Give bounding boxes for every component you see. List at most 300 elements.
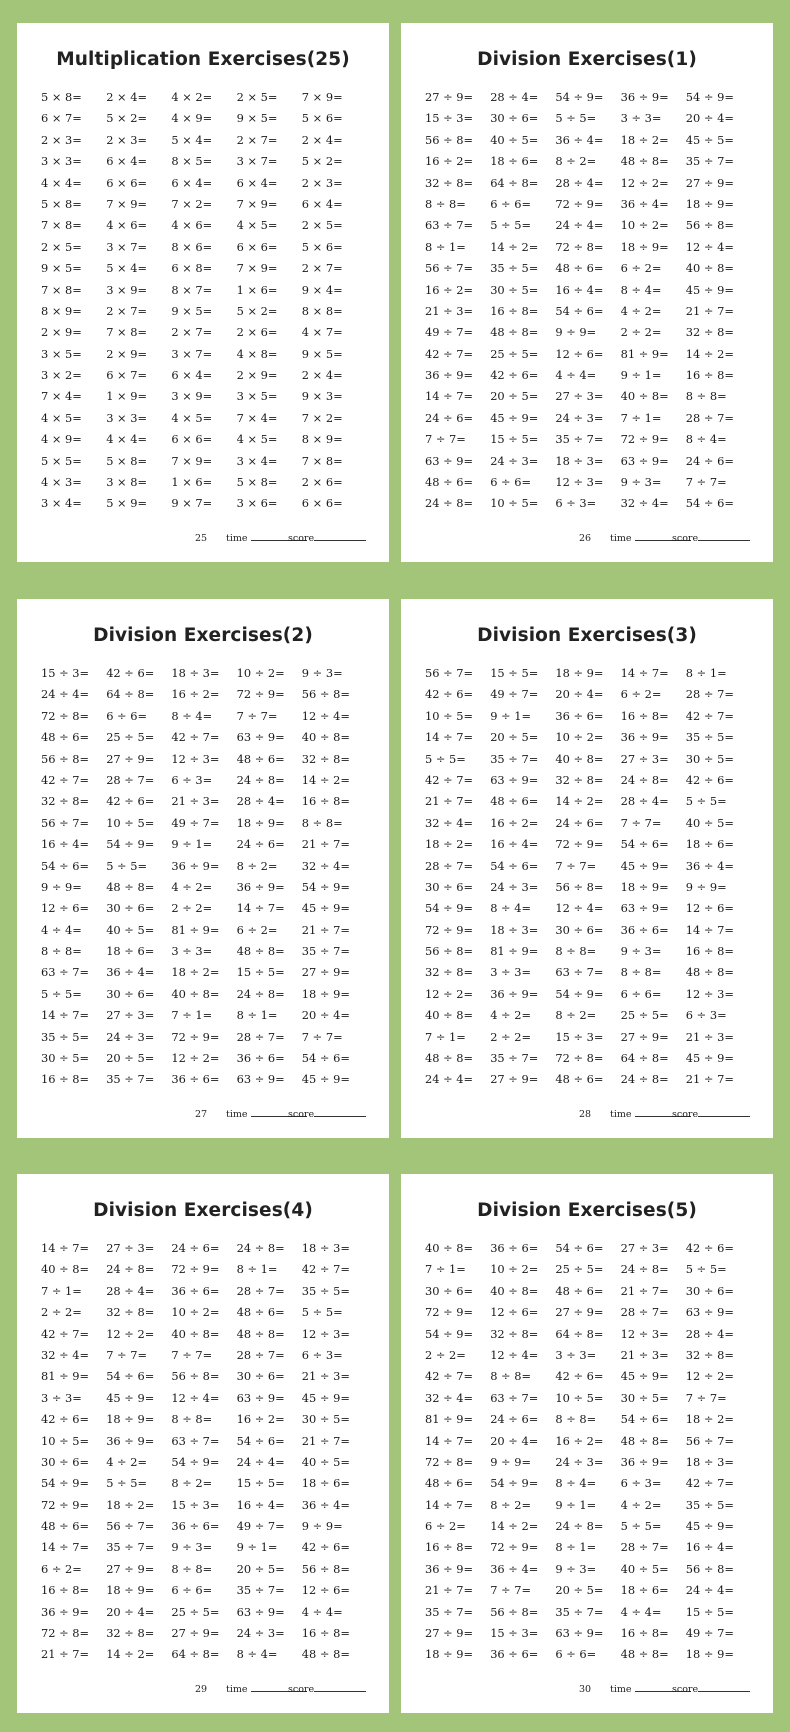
problem-item: 8 × 9= [301,432,343,447]
score-blank [698,1691,750,1692]
problem-item: 30 ÷ 6= [685,1283,734,1298]
problem-item: 2 × 7= [301,261,343,276]
problem-item: 18 ÷ 9= [236,815,285,830]
problem-item: 7 × 9= [301,90,343,104]
problem-item: 18 ÷ 3= [490,922,539,937]
problem-item: 40 ÷ 8= [490,1283,539,1298]
problem-item: 4 ÷ 4= [620,1604,662,1619]
problem-item: 3 ÷ 3= [171,944,213,959]
problem-item: 36 ÷ 6= [171,1072,220,1087]
problem-item: 30 ÷ 6= [555,922,604,937]
problem-item: 42 ÷ 6= [301,1540,350,1555]
problem-item: 18 ÷ 9= [555,666,604,680]
problem-item: 81 ÷ 9= [620,346,669,361]
problem-item: 20 ÷ 5= [490,389,539,404]
problem-item: 48 ÷ 6= [425,1476,474,1491]
problem-item: 4 × 9= [41,432,82,447]
problem-item: 8 × 9= [41,303,82,318]
problem-item: 21 ÷ 3= [425,303,474,318]
problem-item: 8 × 8= [301,303,343,318]
problem-item: 64 ÷ 8= [171,1647,220,1662]
problem-item: 10 ÷ 2= [620,218,669,233]
problem-item: 5 × 8= [236,475,278,490]
problem-item: 5 × 8= [41,196,82,211]
problem-item: 48 ÷ 8= [301,1647,350,1662]
problem-item: 8 ÷ 8= [425,196,466,211]
problem-item: 72 ÷ 8= [555,1051,604,1066]
problem-item: 36 ÷ 9= [236,879,285,894]
problem-item: 72 ÷ 9= [620,432,669,447]
problem-item: 18 ÷ 9= [685,1647,734,1662]
problem-item: 27 ÷ 3= [106,1008,155,1023]
problem-item: 16 ÷ 8= [41,1072,90,1087]
problem-item: 8 ÷ 8= [555,944,597,959]
problem-item: 6 × 4= [236,175,278,190]
problem-item: 63 ÷ 9= [620,453,669,468]
problem-item: 48 ÷ 8= [236,944,285,959]
problem-item: 12 ÷ 2= [425,986,474,1001]
problem-item: 2 × 7= [106,303,148,318]
problem-item: 6 ÷ 3= [685,1008,727,1023]
problem-item: 40 ÷ 8= [171,1326,220,1341]
score-field [672,1109,750,1120]
problem-item: 6 ÷ 2= [41,1561,82,1576]
problem-item: 2 × 4= [301,132,343,147]
problem-item: 12 ÷ 4= [301,708,350,723]
problem-grid [41,1238,367,1666]
problem-item: 18 ÷ 9= [620,879,669,894]
problem-item: 21 ÷ 3= [171,794,220,809]
problem-item: 49 ÷ 7= [685,1626,734,1641]
problem-item: 72 ÷ 9= [171,1029,220,1044]
problem-item: 7 ÷ 7= [555,858,597,873]
problem-item: 72 ÷ 9= [555,837,604,852]
problem-item: 56 ÷ 7= [685,1433,734,1448]
problem-item: 64 ÷ 8= [555,1326,604,1341]
problem-item: 45 ÷ 9= [685,282,734,297]
problem-item: 40 ÷ 8= [555,751,604,766]
problem-item: 54 ÷ 6= [301,1051,350,1066]
problem-item: 6 ÷ 2= [236,922,278,937]
problem-item: 48 ÷ 8= [490,325,539,340]
problem-item: 15 ÷ 3= [41,666,90,680]
problem-item: 36 ÷ 9= [620,90,669,104]
problem-item: 4 ÷ 2= [620,1497,662,1512]
problem-item: 40 ÷ 5= [620,1561,669,1576]
problem-item: 40 ÷ 8= [685,261,734,276]
problem-item: 6 ÷ 6= [490,196,532,211]
problem-item: 9 ÷ 3= [620,475,662,490]
problem-item: 6 × 4= [171,175,213,190]
problem-item: 7 × 9= [106,196,148,211]
problem-item: 7 × 8= [41,218,82,233]
problem-item: 24 ÷ 8= [620,772,669,787]
problem-item: 48 ÷ 8= [106,879,155,894]
problem-item: 24 ÷ 4= [41,687,90,702]
problem-item: 32 ÷ 8= [685,1347,734,1362]
problem-item: 6 ÷ 3= [301,1347,343,1362]
problem-item: 6 ÷ 2= [425,1519,466,1534]
page-title: Multiplication Exercises(25) [56,49,350,70]
score-field [288,1684,366,1695]
problem-item: 48 ÷ 8= [425,1051,474,1066]
problem-item: 6 × 6= [171,432,213,447]
problem-item: 48 ÷ 6= [236,751,285,766]
problem-item: 48 ÷ 6= [555,1283,604,1298]
problem-item: 48 ÷ 8= [685,965,734,980]
score-field [672,1684,750,1695]
problem-item: 30 ÷ 5= [41,1051,90,1066]
problem-item: 6 × 4= [301,196,343,211]
problem-item: 9 ÷ 3= [301,666,343,680]
problem-item: 42 ÷ 6= [490,368,539,383]
problem-item: 9 × 7= [171,496,213,511]
problem-item: 28 ÷ 4= [620,794,669,809]
problem-item: 5 × 9= [106,496,148,511]
problem-grid [425,663,751,1091]
problem-item: 42 ÷ 7= [685,708,734,723]
problem-item: 21 ÷ 7= [301,837,350,852]
problem-item: 5 ÷ 5= [555,111,597,126]
problem-item: 27 ÷ 9= [555,1305,604,1320]
time-label: time [226,1684,248,1695]
problem-item: 14 ÷ 2= [685,346,734,361]
problem-item: 28 ÷ 7= [425,858,474,873]
problem-item: 45 ÷ 5= [685,132,734,147]
problem-item: 36 ÷ 6= [171,1283,220,1298]
problem-item: 42 ÷ 7= [685,1476,734,1491]
problem-item: 15 ÷ 5= [685,1604,734,1619]
score-field [288,533,366,544]
problem-item: 42 ÷ 6= [685,1241,734,1255]
problem-item: 54 ÷ 6= [685,496,734,511]
problem-item: 30 ÷ 6= [41,1454,90,1469]
problem-item: 5 ÷ 5= [620,1519,662,1534]
problem-item: 16 ÷ 8= [685,368,734,383]
problem-item: 12 ÷ 2= [106,1326,155,1341]
problem-item: 35 ÷ 7= [685,154,734,169]
worksheet-page [17,1174,389,1713]
problem-item: 48 ÷ 6= [41,1519,90,1534]
problem-item: 54 ÷ 9= [301,879,350,894]
problem-item: 2 × 5= [301,218,343,233]
problem-item: 32 ÷ 8= [490,1326,539,1341]
problem-item: 8 ÷ 1= [236,1262,278,1277]
problem-item: 24 ÷ 8= [236,1241,285,1255]
problem-item: 4 × 5= [236,432,278,447]
problem-item: 56 ÷ 8= [425,944,474,959]
problem-item: 48 ÷ 6= [425,475,474,490]
problem-item: 10 ÷ 5= [106,815,155,830]
worksheet-page [17,23,389,562]
problem-item: 8 ÷ 1= [425,239,466,254]
problem-item: 7 × 8= [106,325,148,340]
problem-item: 7 × 9= [236,261,278,276]
problem-item: 40 ÷ 8= [620,389,669,404]
problem-item: 35 ÷ 5= [41,1029,90,1044]
problem-item: 7 × 8= [41,282,82,297]
problem-item: 2 × 5= [236,90,278,104]
problem-item: 12 ÷ 6= [490,1305,539,1320]
problem-item: 12 ÷ 3= [171,751,220,766]
time-label: time [610,1109,632,1120]
problem-item: 24 ÷ 8= [425,496,474,511]
problem-item: 21 ÷ 3= [685,1029,734,1044]
problem-item: 5 × 6= [301,239,343,254]
problem-item: 8 ÷ 2= [171,1476,213,1491]
problem-item: 16 ÷ 8= [425,1540,474,1555]
problem-item: 4 × 5= [41,410,82,425]
problem-item: 12 ÷ 2= [620,175,669,190]
score-label: score [672,1109,699,1120]
problem-item: 36 ÷ 6= [555,708,604,723]
problem-item: 63 ÷ 9= [236,1390,285,1405]
problem-item: 56 ÷ 8= [425,132,474,147]
problem-item: 21 ÷ 7= [425,794,474,809]
problem-item: 63 ÷ 9= [490,772,539,787]
problem-item: 2 × 3= [41,132,82,147]
problem-item: 10 ÷ 5= [490,496,539,511]
problem-item: 15 ÷ 3= [555,1029,604,1044]
problem-item: 63 ÷ 9= [236,1072,285,1087]
problem-item: 3 × 8= [106,475,148,490]
problem-item: 24 ÷ 8= [620,1072,669,1087]
problem-item: 18 ÷ 3= [685,1454,734,1469]
problem-item: 28 ÷ 7= [106,772,155,787]
page-title: Division Exercises(3) [477,625,697,646]
problem-item: 63 ÷ 9= [425,453,474,468]
problem-item: 28 ÷ 7= [620,1305,669,1320]
problem-item: 8 × 5= [171,154,213,169]
problem-item: 3 × 7= [106,239,148,254]
problem-item: 54 ÷ 9= [555,986,604,1001]
problem-item: 10 ÷ 2= [171,1305,220,1320]
problem-item: 24 ÷ 4= [236,1454,285,1469]
problem-item: 54 ÷ 9= [685,90,734,104]
problem-item: 14 ÷ 2= [490,1519,539,1534]
score-blank [314,540,366,541]
problem-item: 16 ÷ 2= [236,1412,285,1427]
problem-item: 7 × 8= [301,453,343,468]
problem-item: 18 ÷ 3= [555,453,604,468]
problem-item: 30 ÷ 5= [490,282,539,297]
problem-item: 10 ÷ 2= [555,730,604,745]
problem-item: 21 ÷ 7= [41,1647,90,1662]
problem-item: 6 × 6= [236,239,278,254]
problem-item: 63 ÷ 9= [620,901,669,916]
page-title: Division Exercises(1) [477,49,697,70]
problem-item: 3 × 3= [41,154,82,169]
problem-item: 5 × 8= [106,453,148,468]
problem-item: 2 × 3= [106,132,148,147]
problem-item: 2 × 4= [301,368,343,383]
problem-item: 5 ÷ 5= [425,751,466,766]
problem-item: 5 ÷ 5= [41,986,82,1001]
problem-item: 40 ÷ 8= [41,1262,90,1277]
problem-item: 42 ÷ 7= [171,730,220,745]
problem-item: 42 ÷ 6= [555,1369,604,1384]
problem-item: 32 ÷ 8= [425,175,474,190]
problem-item: 18 ÷ 9= [106,1583,155,1598]
problem-item: 12 ÷ 6= [41,901,90,916]
problem-item: 35 ÷ 7= [490,1051,539,1066]
problem-item: 6 × 6= [301,496,343,511]
problem-item: 8 ÷ 4= [490,901,532,916]
page-number: 25 [195,533,208,544]
problem-item: 56 ÷ 7= [425,666,474,680]
problem-item: 3 ÷ 3= [620,111,662,126]
problem-item: 12 ÷ 3= [685,986,734,1001]
problem-item: 18 ÷ 2= [425,837,474,852]
problem-item: 12 ÷ 4= [555,901,604,916]
problem-item: 16 ÷ 2= [171,687,220,702]
problem-item: 3 × 3= [106,410,148,425]
problem-item: 56 ÷ 7= [41,815,90,830]
problem-item: 35 ÷ 7= [490,751,539,766]
problem-item: 9 ÷ 3= [171,1540,213,1555]
problem-item: 54 ÷ 9= [425,901,474,916]
problem-item: 2 × 4= [106,90,148,104]
problem-item: 16 ÷ 8= [620,708,669,723]
score-label: score [672,1684,699,1695]
problem-item: 5 × 2= [236,303,278,318]
problem-item: 18 ÷ 3= [171,666,220,680]
problem-item: 3 ÷ 3= [555,1347,597,1362]
problem-item: 7 ÷ 1= [425,1262,466,1277]
problem-item: 16 ÷ 2= [555,1433,604,1448]
worksheet-page [401,1174,773,1713]
problem-item: 9 ÷ 3= [555,1561,597,1576]
problem-item: 64 ÷ 8= [106,687,155,702]
problem-item: 18 ÷ 9= [425,1647,474,1662]
problem-item: 8 ÷ 1= [236,1008,278,1023]
problem-item: 81 ÷ 9= [490,944,539,959]
problem-item: 35 ÷ 7= [106,1072,155,1087]
problem-item: 14 ÷ 2= [106,1647,155,1662]
problem-item: 7 ÷ 7= [106,1347,148,1362]
problem-item: 36 ÷ 4= [106,965,155,980]
problem-item: 16 ÷ 2= [425,154,474,169]
problem-item: 40 ÷ 8= [171,986,220,1001]
problem-item: 20 ÷ 5= [555,1583,604,1598]
problem-item: 12 ÷ 4= [685,239,734,254]
problem-item: 6 ÷ 6= [106,708,148,723]
problem-item: 36 ÷ 9= [425,368,474,383]
problem-item: 56 ÷ 8= [685,218,734,233]
problem-item: 24 ÷ 6= [555,815,604,830]
problem-item: 25 ÷ 5= [171,1604,220,1619]
problem-item: 54 ÷ 9= [41,1476,90,1491]
problem-item: 24 ÷ 8= [236,772,285,787]
problem-item: 24 ÷ 6= [171,1241,220,1255]
problem-item: 8 ÷ 8= [171,1412,213,1427]
problem-item: 35 ÷ 7= [555,432,604,447]
problem-item: 45 ÷ 9= [106,1390,155,1405]
problem-item: 20 ÷ 4= [555,687,604,702]
problem-item: 9 ÷ 9= [685,879,727,894]
problem-item: 14 ÷ 2= [490,239,539,254]
problem-item: 27 ÷ 9= [171,1626,220,1641]
problem-item: 35 ÷ 7= [301,944,350,959]
problem-item: 16 ÷ 4= [490,837,539,852]
problem-item: 14 ÷ 7= [41,1241,90,1255]
problem-item: 7 ÷ 7= [236,708,278,723]
problem-item: 8 ÷ 1= [685,666,727,680]
problem-item: 12 ÷ 4= [490,1347,539,1362]
worksheet-page [17,599,389,1138]
problem-item: 28 ÷ 4= [555,175,604,190]
page-number: 28 [579,1109,592,1120]
problem-item: 14 ÷ 7= [236,901,285,916]
problem-item: 24 ÷ 8= [620,1262,669,1277]
problem-item: 36 ÷ 6= [490,1241,539,1255]
problem-item: 5 ÷ 5= [301,1305,343,1320]
problem-item: 36 ÷ 9= [106,1433,155,1448]
problem-item: 42 ÷ 6= [106,794,155,809]
problem-item: 36 ÷ 9= [620,730,669,745]
problem-item: 10 ÷ 2= [236,666,285,680]
problem-item: 20 ÷ 4= [301,1008,350,1023]
problem-item: 72 ÷ 8= [555,239,604,254]
problem-item: 42 ÷ 6= [685,772,734,787]
problem-item: 15 ÷ 5= [236,965,285,980]
problem-item: 15 ÷ 5= [236,1476,285,1491]
problem-item: 72 ÷ 9= [425,1305,474,1320]
problem-item: 5 × 6= [301,111,343,126]
problem-item: 21 ÷ 7= [620,1283,669,1298]
problem-item: 20 ÷ 4= [490,1433,539,1448]
problem-item: 6 ÷ 2= [620,261,662,276]
problem-item: 21 ÷ 7= [685,303,734,318]
problem-item: 5 ÷ 5= [685,1262,727,1277]
problem-item: 40 ÷ 5= [490,132,539,147]
problem-item: 32 ÷ 4= [301,858,350,873]
problem-item: 42 ÷ 7= [41,772,90,787]
problem-item: 54 ÷ 9= [106,837,155,852]
problem-item: 72 ÷ 9= [236,687,285,702]
problem-item: 2 × 9= [41,325,82,340]
problem-item: 14 ÷ 7= [41,1540,90,1555]
problem-item: 63 ÷ 7= [41,965,90,980]
problem-item: 27 ÷ 9= [425,90,474,104]
problem-item: 32 ÷ 8= [106,1626,155,1641]
problem-item: 12 ÷ 2= [171,1051,220,1066]
problem-item: 2 ÷ 2= [171,901,213,916]
problem-item: 45 ÷ 9= [620,858,669,873]
problem-item: 4 × 7= [301,325,343,340]
problem-item: 48 ÷ 6= [236,1305,285,1320]
problem-item: 10 ÷ 2= [490,1262,539,1277]
problem-item: 28 ÷ 7= [620,1540,669,1555]
problem-item: 4 ÷ 2= [106,1454,148,1469]
problem-item: 45 ÷ 9= [301,901,350,916]
problem-item: 72 ÷ 8= [41,708,90,723]
problem-item: 16 ÷ 2= [425,282,474,297]
problem-item: 35 ÷ 5= [685,730,734,745]
problem-item: 21 ÷ 7= [685,1072,734,1087]
problem-item: 8 ÷ 4= [236,1647,278,1662]
problem-item: 21 ÷ 3= [620,1347,669,1362]
problem-item: 32 ÷ 4= [620,496,669,511]
problem-item: 6 × 8= [171,261,213,276]
problem-item: 7 ÷ 7= [685,1390,727,1405]
problem-item: 8 ÷ 8= [171,1561,213,1576]
problem-item: 28 ÷ 7= [236,1347,285,1362]
problem-item: 16 ÷ 4= [555,282,604,297]
problem-item: 30 ÷ 6= [425,1283,474,1298]
problem-item: 18 ÷ 9= [620,239,669,254]
problem-item: 9 ÷ 1= [555,1497,597,1512]
